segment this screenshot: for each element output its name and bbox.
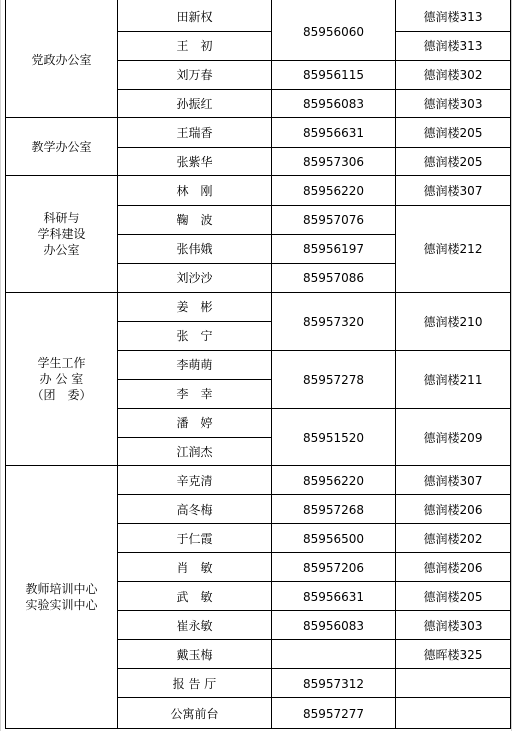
staff-name-cell: 刘沙沙	[176, 271, 213, 285]
phone-cell: 85957306	[302, 155, 365, 169]
staff-name-cell: 李萌萌	[176, 358, 213, 372]
table-border-horizontal	[5, 175, 511, 176]
office-cell: 德润楼303	[423, 97, 483, 111]
table-border-horizontal	[5, 292, 511, 293]
phone-cell: 85957312	[302, 677, 365, 691]
department-cell: 党政办公室	[31, 52, 92, 67]
phone-cell: 85956060	[302, 24, 365, 39]
staff-name-cell: 戴玉梅	[176, 648, 213, 662]
phone-cell: 85956631	[302, 126, 365, 140]
department-cell: 科研与 学科建设 办公室	[37, 211, 86, 257]
office-cell: 德润楼303	[423, 619, 483, 633]
staff-name-cell: 姜 彬	[176, 300, 213, 314]
staff-name-cell: 公寓前台	[170, 706, 219, 721]
phone-cell: 85956631	[302, 590, 365, 604]
staff-name-cell: 于仁霞	[176, 532, 213, 546]
office-cell: 德润楼206	[423, 503, 483, 517]
table-border-horizontal	[117, 697, 511, 698]
table-border-horizontal	[117, 89, 511, 90]
staff-name-cell: 鞠 波	[176, 213, 213, 227]
table-border-vertical	[5, 0, 6, 729]
office-cell: 德润楼211	[423, 372, 483, 387]
table-border-horizontal	[5, 117, 511, 118]
table-border-horizontal	[117, 494, 511, 495]
office-cell: 德润楼307	[423, 474, 483, 488]
staff-name-cell: 崔永敏	[176, 619, 213, 633]
table-border-horizontal	[117, 552, 511, 553]
table-border-horizontal	[117, 437, 272, 438]
phone-cell: 85957076	[302, 213, 365, 227]
table-border-horizontal	[395, 31, 511, 32]
department-cell: 教师培训中心 实验实训中心	[25, 582, 98, 612]
staff-name-cell: 张 宁	[176, 329, 213, 343]
office-cell: 德润楼206	[423, 561, 483, 575]
table-border-horizontal	[117, 60, 511, 61]
department-cell: 教学办公室	[31, 139, 92, 154]
table-border-horizontal	[5, 465, 511, 466]
office-cell: 德润楼212	[423, 242, 483, 256]
staff-name-cell: 武 敏	[176, 590, 213, 604]
phone-cell: 85957086	[302, 271, 365, 285]
staff-name-cell: 田新权	[176, 10, 213, 24]
staff-name-cell: 王瑞香	[176, 126, 213, 140]
staff-name-cell: 辛克清	[176, 474, 213, 488]
staff-name-cell: 刘万春	[176, 68, 213, 82]
staff-name-cell: 王 初	[176, 39, 213, 53]
table-border-horizontal	[5, 728, 511, 729]
staff-name-cell: 李 幸	[176, 387, 213, 401]
staff-name-cell: 潘 婷	[176, 416, 213, 430]
phone-cell: 85956197	[302, 242, 365, 256]
office-cell: 德润楼205	[423, 155, 483, 169]
office-cell: 德润楼302	[423, 68, 483, 82]
staff-name-cell: 张紫华	[176, 155, 213, 169]
office-cell: 德润楼205	[423, 126, 483, 140]
office-cell: 德润楼313	[423, 10, 483, 24]
phone-cell: 85957320	[302, 314, 365, 329]
table-border-vertical	[510, 0, 511, 729]
office-cell: 德润楼307	[423, 184, 483, 198]
table-border-horizontal	[117, 408, 511, 409]
phone-cell: 85956500	[302, 532, 365, 546]
phone-cell: 85951520	[302, 430, 365, 445]
table-border-vertical	[117, 0, 118, 729]
table-border-horizontal	[117, 321, 272, 322]
office-cell: 德润楼210	[423, 314, 483, 329]
table-border-horizontal	[117, 523, 511, 524]
phone-cell: 85956220	[302, 184, 365, 198]
table-border-horizontal	[117, 668, 511, 669]
staff-name-cell: 林 刚	[176, 184, 213, 198]
staff-name-cell: 报 告 厅	[172, 677, 217, 691]
table-border-horizontal	[117, 581, 511, 582]
table-border-horizontal	[117, 234, 396, 235]
table-border-horizontal	[117, 263, 396, 264]
phone-cell: 85956083	[302, 97, 365, 111]
phone-cell: 85956220	[302, 474, 365, 488]
table-border-vertical	[271, 0, 272, 729]
gridline-left	[0, 0, 1, 731]
staff-name-cell: 江润杰	[176, 445, 213, 459]
staff-name-cell: 张伟娥	[176, 242, 213, 256]
table-border-horizontal	[117, 350, 511, 351]
table-border-horizontal	[117, 379, 272, 380]
staff-name-cell: 孙振红	[176, 97, 213, 111]
office-cell	[396, 699, 510, 728]
department-cell: 学生工作 办 公 室 （团 委）	[31, 356, 92, 402]
phone-cell: 85956115	[302, 68, 365, 82]
phone-cell: 85957277	[302, 706, 365, 721]
staff-name-cell: 高冬梅	[176, 503, 213, 517]
office-cell	[396, 670, 510, 698]
table-border-vertical	[395, 0, 396, 729]
office-cell: 德润楼209	[423, 430, 483, 445]
phone-cell: 85957268	[302, 503, 365, 517]
office-cell: 德晖楼325	[423, 648, 483, 662]
phone-cell: 85957206	[302, 561, 365, 575]
phone-cell: 85956083	[302, 619, 365, 633]
table-border-horizontal	[117, 205, 511, 206]
phone-cell	[272, 641, 395, 669]
staff-name-cell: 肖 敏	[176, 561, 213, 575]
table-border-horizontal	[117, 31, 272, 32]
table-border-horizontal	[117, 610, 511, 611]
table-border-horizontal	[117, 147, 511, 148]
office-cell: 德润楼205	[423, 590, 483, 604]
office-cell: 德润楼202	[423, 532, 483, 546]
table-border-horizontal	[117, 639, 511, 640]
office-cell: 德润楼313	[423, 39, 483, 53]
phone-cell: 85957278	[302, 372, 365, 387]
gridline-right	[511, 0, 512, 731]
